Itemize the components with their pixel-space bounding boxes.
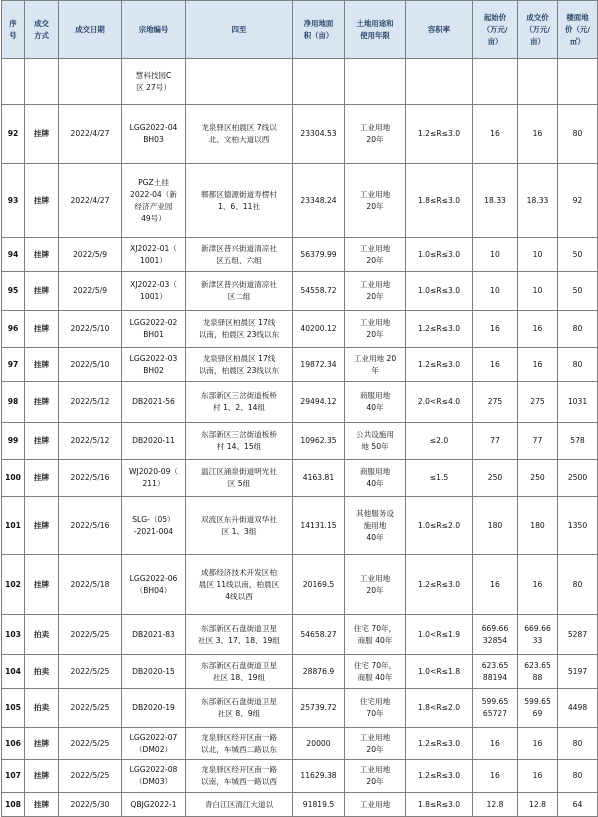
cell-use-term: 住宅 70年， 商服 40年 (345, 655, 406, 689)
cell-seq: 101 (2, 497, 25, 555)
cell-area: 29494.12 (293, 382, 345, 423)
cell-floor-price: 1350 (558, 497, 598, 555)
cell-plot-ratio: 1.0≤R≤3.0 (406, 272, 473, 311)
cell-parcel-id: SLG-（05） -2021-004 (122, 497, 186, 555)
cell-use-term: 住宅 70年， 商服 40年 (345, 615, 406, 655)
cell-deal-price: 12.8 (518, 793, 558, 817)
header-boundary: 四至 (186, 1, 293, 59)
cell-area: 25739.72 (293, 689, 345, 728)
cell-use-term: 工业用地 20年 (345, 728, 406, 760)
cell-start-price: 16 (473, 105, 518, 164)
cell-use-term: 工业用地 20年 (345, 272, 406, 311)
cell-floor-price: 64 (558, 793, 598, 817)
cell-floor-price: 5197 (558, 655, 598, 689)
cell-plot-ratio: 2.0<R≤4.0 (406, 382, 473, 423)
cell-floor-price: 50 (558, 238, 598, 272)
cell-date: 2022/5/16 (59, 460, 122, 497)
cell-deal-price: 16 (518, 311, 558, 348)
cell-boundary: 新津区普兴街道清凉社 区五组、六组 (186, 238, 293, 272)
table-row (2, 238, 598, 272)
cell-floor-price: 2500 (558, 460, 598, 497)
cell-mode: 拍卖 (25, 689, 59, 728)
cell-plot-ratio: 1.2≤R≤3.0 (406, 760, 473, 793)
cell-seq: 107 (2, 760, 25, 793)
cell-use-term: 商服用地 40年 (345, 460, 406, 497)
cell-boundary: 龙泉驿区柏晨区 17线 以南，柏晨区 23线以东 (186, 348, 293, 382)
cell-use-term: 工业用地 20年 (345, 105, 406, 164)
cell-use-term: 工业用地 20年 (345, 238, 406, 272)
cell-area: 4163.81 (293, 460, 345, 497)
cell-boundary: 青白江区清江大道以 (186, 793, 293, 817)
cell-parcel-id: DB2020-11 (122, 423, 186, 460)
cell-boundary: 东部新区石盘街道卫星 社区 8、9组 (186, 689, 293, 728)
header-start-price: 起始价 （万元/ 亩） (473, 1, 518, 59)
cell-mode: 挂牌 (25, 555, 59, 615)
cell-date: 2022/5/25 (59, 689, 122, 728)
table-row (2, 272, 598, 311)
cell-deal-price: 599.65 69 (518, 689, 558, 728)
cell-seq: 106 (2, 728, 25, 760)
cell-mode: 挂牌 (25, 348, 59, 382)
table-row (2, 615, 598, 655)
table-row (2, 164, 598, 238)
table-row (2, 689, 598, 728)
cell-plot-ratio: 1.8<R≤2.0 (406, 689, 473, 728)
cell-floor-price: 80 (558, 105, 598, 164)
cell-area: 20000 (293, 728, 345, 760)
cell-area: 19872.34 (293, 348, 345, 382)
cell-start-price: 669.66 32854 (473, 615, 518, 655)
cell-use-term: 商服用地 40年 (345, 382, 406, 423)
cell-use-term: 工业用地 (345, 793, 406, 817)
land-transaction-table (1, 0, 598, 817)
table-row (2, 348, 598, 382)
cell-area: 56379.99 (293, 238, 345, 272)
cell-mode: 拍卖 (25, 655, 59, 689)
cell-date: 2022/5/9 (59, 272, 122, 311)
cell-start-price: 16 (473, 348, 518, 382)
cell-date: 2022/5/25 (59, 615, 122, 655)
cell-plot-ratio: 1.2≤R≤3.0 (406, 555, 473, 615)
header-mode: 成交 方式 (25, 1, 59, 59)
cell-seq: 93 (2, 164, 25, 238)
cell-mode: 挂牌 (25, 164, 59, 238)
cell-parcel-id: DB2021-56 (122, 382, 186, 423)
cell-boundary: 龙泉驿区经开区南一路 以南，车城西一路以西 (186, 760, 293, 793)
cell-boundary: 龙泉驿区经开区南一路 以北，车城西二路以东 (186, 728, 293, 760)
cell-date: 2022/5/12 (59, 382, 122, 423)
cell-start-price (473, 59, 518, 105)
cell-date: 2022/5/16 (59, 497, 122, 555)
table-row (2, 59, 598, 105)
cell-start-price: 12.8 (473, 793, 518, 817)
cell-parcel-id: 慧科技园C 区 27号） (122, 59, 186, 105)
cell-floor-price: 4498 (558, 689, 598, 728)
cell-use-term: 住宅用地 70年 (345, 689, 406, 728)
header-parcel-id: 宗地编号 (122, 1, 186, 59)
cell-seq: 104 (2, 655, 25, 689)
cell-area: 54558.72 (293, 272, 345, 311)
cell-start-price: 180 (473, 497, 518, 555)
cell-floor-price: 80 (558, 555, 598, 615)
header-area: 净用地面 积（亩） (293, 1, 345, 59)
cell-deal-price: 669.66 33 (518, 615, 558, 655)
table-row (2, 793, 598, 817)
cell-deal-price: 10 (518, 238, 558, 272)
cell-date: 2022/5/10 (59, 348, 122, 382)
header-deal-price: 成交价 （万元/ 亩） (518, 1, 558, 59)
cell-date: 2022/4/27 (59, 164, 122, 238)
table-row (2, 105, 598, 164)
cell-seq: 96 (2, 311, 25, 348)
table-header (2, 1, 598, 59)
cell-plot-ratio: 1.0≤R≤2.0 (406, 497, 473, 555)
table-row (2, 728, 598, 760)
cell-mode: 挂牌 (25, 272, 59, 311)
cell-mode (25, 59, 59, 105)
cell-floor-price: 80 (558, 348, 598, 382)
cell-deal-price (518, 59, 558, 105)
cell-mode: 挂牌 (25, 760, 59, 793)
cell-floor-price: 1031 (558, 382, 598, 423)
cell-deal-price: 250 (518, 460, 558, 497)
table-row (2, 423, 598, 460)
cell-parcel-id: LGG2022-07 （DM02） (122, 728, 186, 760)
cell-start-price: 16 (473, 311, 518, 348)
cell-date: 2022/5/25 (59, 760, 122, 793)
cell-plot-ratio: ≤1.5 (406, 460, 473, 497)
cell-plot-ratio: ≤2.0 (406, 423, 473, 460)
cell-mode: 挂牌 (25, 423, 59, 460)
cell-area: 11629.38 (293, 760, 345, 793)
cell-boundary (186, 59, 293, 105)
cell-use-term: 工业用地 20年 (345, 760, 406, 793)
cell-start-price: 623.65 88194 (473, 655, 518, 689)
cell-deal-price: 16 (518, 760, 558, 793)
cell-seq: 108 (2, 793, 25, 817)
cell-boundary: 东部新区三岔街道板桥 村 1、2、14组 (186, 382, 293, 423)
cell-mode: 挂牌 (25, 497, 59, 555)
cell-parcel-id: LGG2022-06 （BH04） (122, 555, 186, 615)
cell-parcel-id: XJ2022-01（ 1001） (122, 238, 186, 272)
cell-boundary: 东部新区石盘街道卫星 社区 3、17、18、19组 (186, 615, 293, 655)
cell-date (59, 59, 122, 105)
cell-floor-price: 80 (558, 728, 598, 760)
cell-area: 91819.5 (293, 793, 345, 817)
cell-deal-price: 16 (518, 348, 558, 382)
cell-plot-ratio: 1.2≤R≤3.0 (406, 348, 473, 382)
cell-parcel-id: LGG2022-02 BH01 (122, 311, 186, 348)
cell-seq: 98 (2, 382, 25, 423)
cell-parcel-id: WJ2020-09（ 211） (122, 460, 186, 497)
cell-use-term: 工业用地 20年 (345, 311, 406, 348)
cell-start-price: 77 (473, 423, 518, 460)
cell-start-price: 16 (473, 728, 518, 760)
cell-use-term: 公共设施用 地 50年 (345, 423, 406, 460)
cell-deal-price: 275 (518, 382, 558, 423)
header-seq: 序 号 (2, 1, 25, 59)
cell-area (293, 59, 345, 105)
cell-mode: 挂牌 (25, 460, 59, 497)
cell-plot-ratio: 1.0<R≤1.8 (406, 655, 473, 689)
cell-parcel-id: LGG2022-08 （DM03） (122, 760, 186, 793)
cell-boundary: 温江区涌泉街道明光社 区 5组 (186, 460, 293, 497)
cell-seq: 99 (2, 423, 25, 460)
cell-area: 23348.24 (293, 164, 345, 238)
cell-area: 23304.53 (293, 105, 345, 164)
cell-parcel-id: LGG2022-04 BH03 (122, 105, 186, 164)
cell-mode: 挂牌 (25, 238, 59, 272)
cell-seq: 92 (2, 105, 25, 164)
cell-area: 10962.35 (293, 423, 345, 460)
cell-seq: 102 (2, 555, 25, 615)
cell-start-price: 275 (473, 382, 518, 423)
cell-date: 2022/5/12 (59, 423, 122, 460)
cell-start-price: 10 (473, 272, 518, 311)
cell-date: 2022/5/10 (59, 311, 122, 348)
header-date: 成交日期 (59, 1, 122, 59)
cell-deal-price: 180 (518, 497, 558, 555)
cell-boundary: 龙泉驿区柏晨区 17线 以南，柏晨区 23线以东 (186, 311, 293, 348)
header-use-term: 土地用途和 使用年限 (345, 1, 406, 59)
cell-seq: 100 (2, 460, 25, 497)
cell-mode: 拍卖 (25, 615, 59, 655)
cell-parcel-id: XJ2022-03（ 1001） (122, 272, 186, 311)
cell-seq: 103 (2, 615, 25, 655)
cell-parcel-id: LGG2022-03 BH02 (122, 348, 186, 382)
table-row (2, 497, 598, 555)
cell-deal-price: 16 (518, 728, 558, 760)
cell-boundary: 东部新区石盘街道卫星 社区 18、19组 (186, 655, 293, 689)
cell-seq: 95 (2, 272, 25, 311)
cell-parcel-id: QBJG2022-1 (122, 793, 186, 817)
cell-deal-price: 623.65 88 (518, 655, 558, 689)
table-row (2, 311, 598, 348)
cell-deal-price: 16 (518, 555, 558, 615)
cell-boundary: 新津区普兴街道清凉社 区二组 (186, 272, 293, 311)
cell-plot-ratio: 1.2≤R≤3.0 (406, 728, 473, 760)
cell-use-term: 工业用地 20 年 (345, 348, 406, 382)
cell-mode: 挂牌 (25, 793, 59, 817)
cell-plot-ratio: 1.8≤R≤3.0 (406, 793, 473, 817)
cell-mode: 挂牌 (25, 382, 59, 423)
cell-area: 40200.12 (293, 311, 345, 348)
cell-area: 28876.9 (293, 655, 345, 689)
cell-date: 2022/5/25 (59, 655, 122, 689)
cell-deal-price: 16 (518, 105, 558, 164)
cell-plot-ratio: 1.2≤R≤3.0 (406, 311, 473, 348)
cell-area: 54658.27 (293, 615, 345, 655)
cell-use-term: 工业用地 20年 (345, 164, 406, 238)
cell-area: 20169.5 (293, 555, 345, 615)
cell-start-price: 18.33 (473, 164, 518, 238)
cell-deal-price: 77 (518, 423, 558, 460)
cell-parcel-id: DB2021-83 (122, 615, 186, 655)
table-row (2, 655, 598, 689)
cell-plot-ratio: 1.0<R≤1.9 (406, 615, 473, 655)
cell-use-term: 其他服务设 施用地 40年 (345, 497, 406, 555)
table-row (2, 760, 598, 793)
cell-floor-price (558, 59, 598, 105)
cell-floor-price: 80 (558, 760, 598, 793)
cell-boundary: 龙泉驿区柏晨区 7线以 北、文柏大道以西 (186, 105, 293, 164)
table-row (2, 555, 598, 615)
cell-parcel-id: DB2020-19 (122, 689, 186, 728)
cell-plot-ratio: 1.2≤R≤3.0 (406, 105, 473, 164)
cell-floor-price: 80 (558, 311, 598, 348)
cell-mode: 挂牌 (25, 728, 59, 760)
cell-parcel-id: DB2020-15 (122, 655, 186, 689)
cell-date: 2022/5/18 (59, 555, 122, 615)
cell-mode: 挂牌 (25, 105, 59, 164)
cell-floor-price: 50 (558, 272, 598, 311)
cell-seq (2, 59, 25, 105)
cell-start-price: 250 (473, 460, 518, 497)
table-row (2, 460, 598, 497)
cell-plot-ratio: 1.0≤R≤3.0 (406, 238, 473, 272)
cell-boundary: 东部新区三岔街道板桥 村 14、15组 (186, 423, 293, 460)
cell-use-term (345, 59, 406, 105)
table-row (2, 382, 598, 423)
cell-deal-price: 18.33 (518, 164, 558, 238)
cell-start-price: 599.65 65727 (473, 689, 518, 728)
cell-start-price: 16 (473, 760, 518, 793)
cell-use-term: 工业用地 20年 (345, 555, 406, 615)
cell-plot-ratio: 1.8≤R≤3.0 (406, 164, 473, 238)
cell-deal-price: 10 (518, 272, 558, 311)
table-body (2, 59, 598, 817)
cell-mode: 挂牌 (25, 311, 59, 348)
header-plot-ratio: 容积率 (406, 1, 473, 59)
cell-boundary: 成都经济技术开发区柏 晨区 11线以南，柏晨区 4线以西 (186, 555, 293, 615)
cell-floor-price: 5287 (558, 615, 598, 655)
cell-boundary: 双流区东升街道双华社 区 1、3组 (186, 497, 293, 555)
cell-date: 2022/5/30 (59, 793, 122, 817)
cell-start-price: 16 (473, 555, 518, 615)
cell-boundary: 郫都区德源街道寿楞村 1、6、11社 (186, 164, 293, 238)
cell-date: 2022/4/27 (59, 105, 122, 164)
header-floor-price: 楼面地 价（元/ ㎡） (558, 1, 598, 59)
cell-parcel-id: PGZ土挂 2022-04（新 经济产业园 49号） (122, 164, 186, 238)
cell-start-price: 10 (473, 238, 518, 272)
cell-seq: 94 (2, 238, 25, 272)
cell-date: 2022/5/9 (59, 238, 122, 272)
cell-floor-price: 578 (558, 423, 598, 460)
cell-plot-ratio (406, 59, 473, 105)
cell-seq: 105 (2, 689, 25, 728)
cell-seq: 97 (2, 348, 25, 382)
cell-date: 2022/5/25 (59, 728, 122, 760)
cell-area: 14131.15 (293, 497, 345, 555)
cell-floor-price: 92 (558, 164, 598, 238)
